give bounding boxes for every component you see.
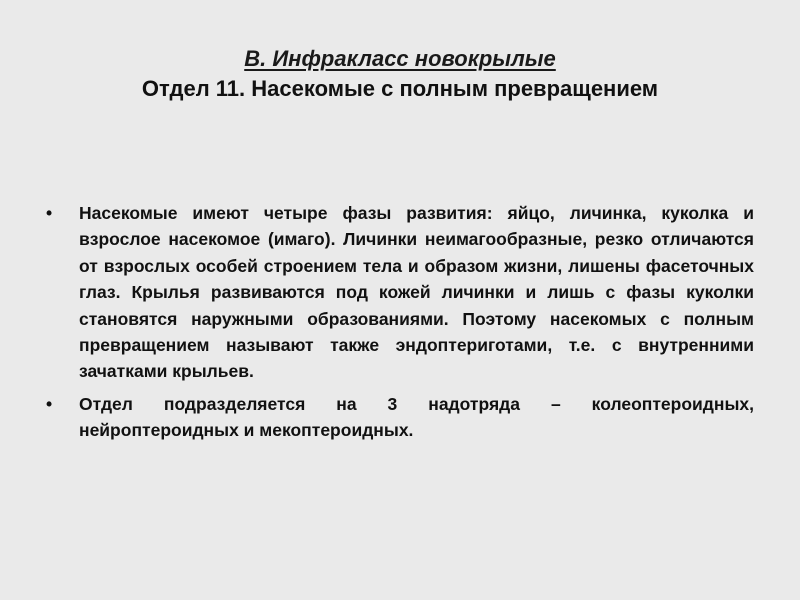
bullet-item-development-phases <box>46 200 754 385</box>
bullet-item-superorders <box>46 391 754 444</box>
bullet-list <box>46 200 754 444</box>
bullet-icon: • <box>46 203 53 223</box>
bullet-text: Насекомые имеют четыре фазы развития: яйцо, личинка, куколка и взрослое насекомое (имаго). Личинки неимагообразные, резко отличаются от взрослых особей строением тела и образом жизни, лишены фасеточных глаз. Крылья развиваются под кожей личинки и лишь с фазы куколки становятся наружными образованиями. Поэтому насекомых с полным превращением называют также эндоптериготами, т.е. с внутренними зачатками крыльев. <box>79 203 754 382</box>
bullet-icon: • <box>46 393 53 414</box>
slide-title <box>40 44 760 104</box>
title-line-division: Отдел 11. Насекомые с полным превращением <box>141 76 659 101</box>
title-line-infraclass: B. Инфракласс новокрылые <box>244 46 556 71</box>
bullet-text: Отдел подразделяется на 3 надотряда – колеоптероидных, нейроптероидных и мекоптероидных. <box>79 393 754 441</box>
slide-content <box>46 200 754 450</box>
